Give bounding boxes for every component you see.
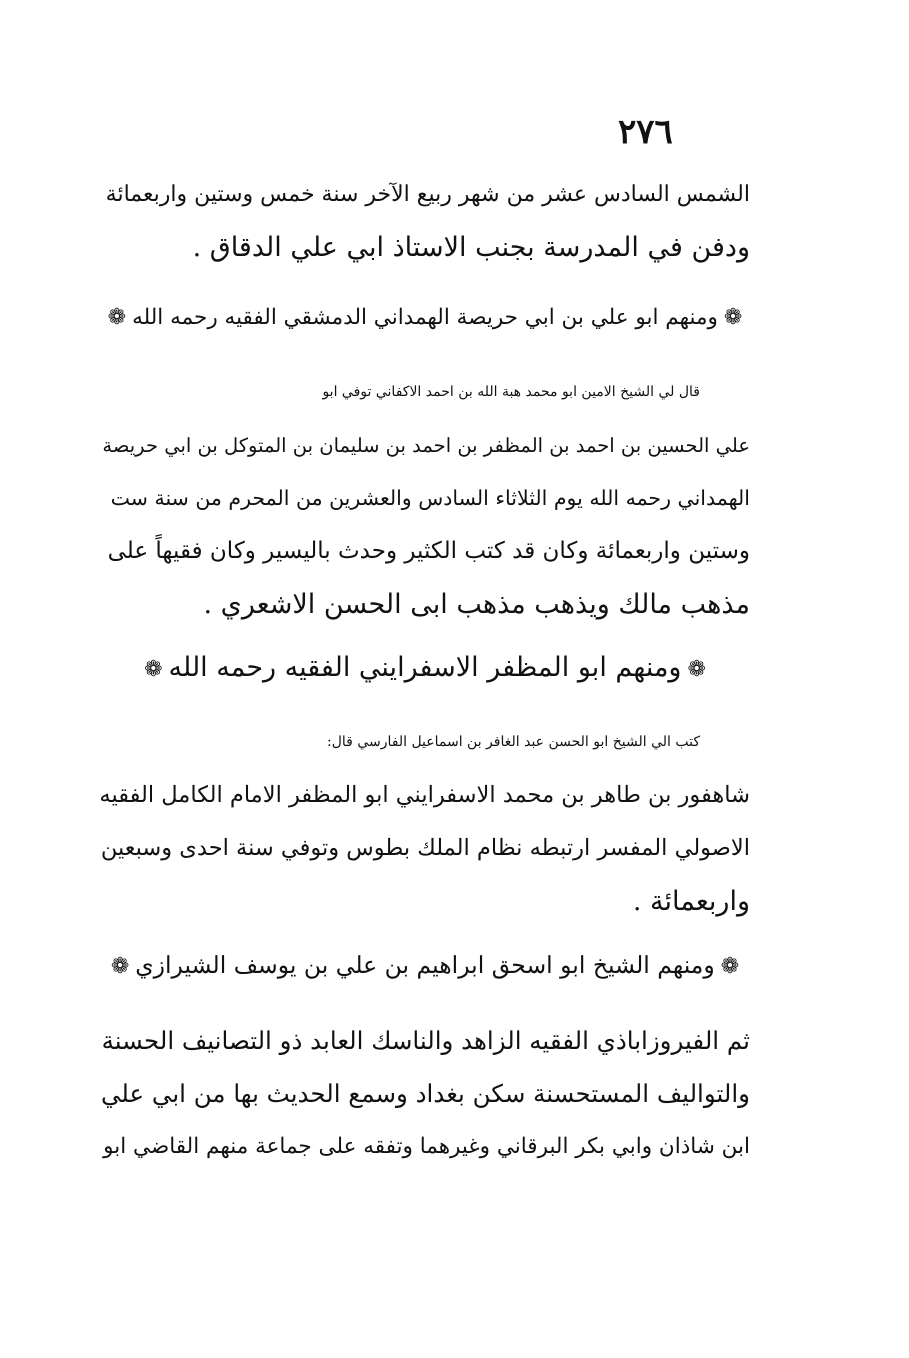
text-line: والتواليف المستحسنة سكن بغداد وسمع الحديث بها من ابي علي	[100, 1079, 750, 1108]
section-heading	[100, 298, 750, 338]
ornament-icon: ❁	[687, 657, 706, 682]
text-line: شاهفور بن طاهر بن محمد الاسفرايني ابو المظفر الامام الكامل الفقيه	[99, 782, 750, 808]
text-line: واربعمائة .	[632, 886, 750, 917]
page-number: ٢٧٦	[618, 112, 673, 152]
heading-text: ومنهم الشيخ ابو اسحق ابراهيم بن علي بن يوسف الشيرازي	[135, 951, 715, 979]
ornament-icon: ❁	[107, 305, 127, 330]
heading-text: ومنهم ابو علي بن ابي حريصة الهمداني الدمشقي الفقيه رحمه الله	[132, 305, 718, 330]
paragraph	[100, 716, 750, 928]
section-heading	[100, 648, 750, 690]
ornament-icon: ❁	[110, 954, 130, 979]
text-line: الاصولي المفسر ارتبطه نظام الملك بطوس وتوفي سنة احدى وسبعين	[100, 835, 750, 861]
heading-text: ومنهم ابو المظفر الاسفرايني الفقيه رحمه الله	[168, 652, 682, 683]
section-heading	[100, 945, 750, 987]
ornament-icon: ❁	[723, 305, 743, 330]
paragraph	[100, 366, 750, 631]
text-line: قال لي الشيخ الامين ابو محمد هبة الله بن احمد الاكفاني توفي ابو	[322, 384, 700, 400]
ornament-icon: ❁	[720, 954, 740, 979]
text-line: ثم الفيروزاباذي الفقيه الزاهد والناسك العابد ذو التصانيف الحسنة	[101, 1026, 750, 1055]
text-line: وستين واربعمائة وكان قد كتب الكثير وحدث باليسير وكان فقيهاً على	[107, 538, 750, 564]
text-line: علي الحسين بن احمد بن المظفر بن احمد بن سليمان بن المتوكل بن ابي حريصة	[102, 434, 750, 457]
text-line: الشمس السادس عشر من شهر ربيع الآخر سنة خمس وستين واربعمائة	[105, 182, 750, 207]
text-line: ودفن في المدرسة بجنب الاستاذ ابي علي الدقاق .	[192, 232, 750, 263]
text-line: ابن شاذان وابي بكر البرقاني وغيرهما وتفقه على جماعة منهم القاضي ابو	[103, 1134, 750, 1159]
text-line: مذهب مالك ويذهب مذهب ابى الحسن الاشعري .	[203, 589, 750, 620]
ornament-icon: ❁	[144, 657, 163, 682]
text-line: كتب الي الشيخ ابو الحسن عبد الغافر بن اسماعيل الفارسي قال:	[327, 734, 700, 750]
paragraph	[100, 1014, 750, 1173]
paragraph	[100, 168, 750, 274]
text-line: الهمداني رحمه الله يوم الثلاثاء السادس والعشرين من المحرم من سنة ست	[110, 486, 750, 510]
